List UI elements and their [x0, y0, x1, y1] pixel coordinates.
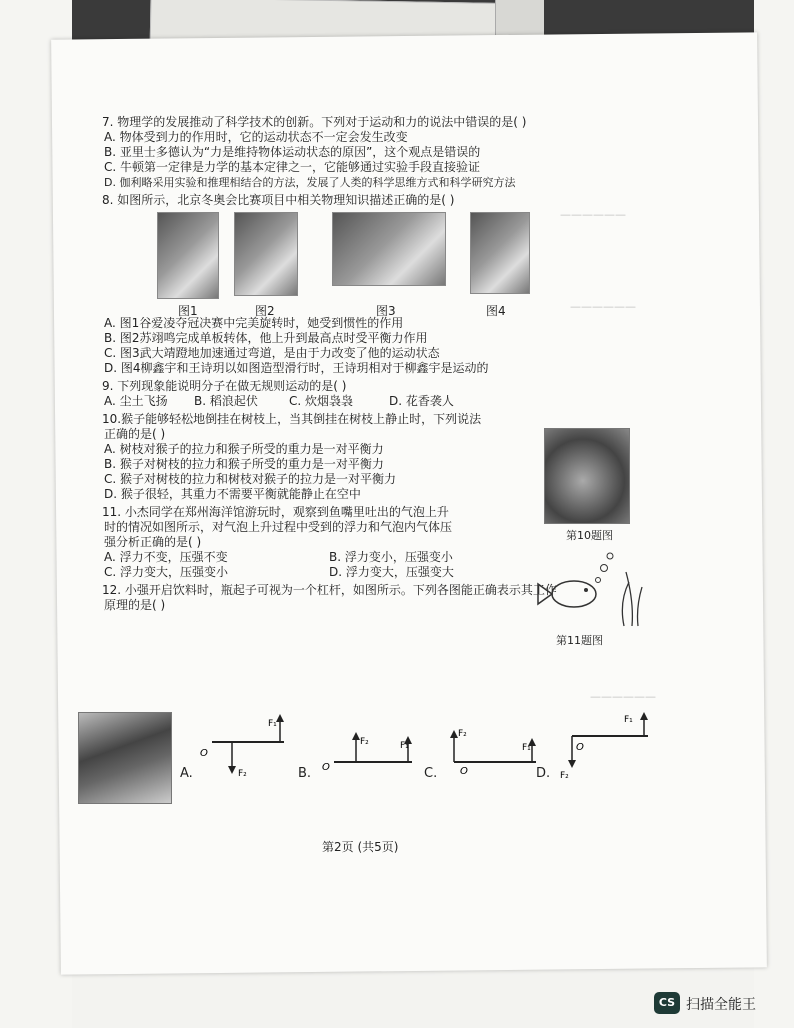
camscanner-logo-icon: CS	[654, 992, 680, 1014]
q11-option-c: C. 浮力变大，压强变小	[104, 565, 229, 579]
figure-4-photo	[470, 212, 530, 294]
q9-option-b: B. 稻浪起伏	[194, 394, 258, 408]
q10-stem-line1: 10.猴子能够轻松地倒挂在树枝上，当其倒挂在树枝上静止时，下列说法	[102, 412, 482, 426]
fish-bubble-figure	[534, 552, 644, 627]
lever-b-f1-label: F₁	[400, 741, 409, 751]
lever-d-option: D.	[536, 766, 551, 781]
lever-a-f2-label: F₂	[238, 769, 247, 779]
q9-option-d: D. 花香袭人	[389, 394, 454, 408]
q7-option-b: B. 亚里士多德认为“力是维持物体运动状态的原因”，这个观点是错误的	[104, 145, 481, 159]
q8-option-d: D. 图4柳鑫宇和王诗玥以如图造型滑行时，王诗玥相对于柳鑫宇是运动的	[104, 361, 489, 375]
figure-1-photo	[157, 212, 219, 299]
monkey-figure	[544, 428, 630, 524]
q7-option-a: A. 物体受到力的作用时，它的运动状态不一定会发生改变	[104, 130, 408, 144]
q8-option-c: C. 图3武大靖蹬地加速通过弯道，是由于力改变了他的运动状态	[104, 346, 440, 360]
lever-diagram-a	[196, 712, 288, 784]
lever-diagram-c	[442, 712, 542, 784]
q11-stem-line2: 时的情况如图所示，对气泡上升过程中受到的浮力和气泡内气体压	[104, 520, 453, 534]
q7-option-d: D. 伽利略采用实验和推理相结合的方法，发展了人类的科学思维方式和科学研究方法	[104, 176, 516, 189]
q9-option-a: A. 尘土飞扬	[104, 394, 168, 408]
q11-option-b: B. 浮力变小，压强变小	[329, 550, 453, 564]
lever-b-o-label: O	[322, 762, 330, 773]
figure-2-caption: 图2	[255, 304, 275, 318]
figure-3-photo	[332, 212, 446, 286]
q9-option-c: C. 炊烟袅袅	[289, 394, 354, 408]
lever-c-f1-label: F₁	[522, 743, 531, 753]
lever-d-o-label: O	[576, 742, 584, 753]
lever-a-o-label: O	[200, 748, 208, 759]
q11-stem-line1: 11. 小杰同学在郑州海洋馆游玩时，观察到鱼嘴里吐出的气泡上升	[102, 505, 449, 519]
q10-figure-caption: 第10题图	[566, 529, 613, 542]
lever-a-option: A.	[180, 766, 193, 781]
lever-diagram-d	[556, 712, 652, 784]
page-footer: 第2页 (共5页)	[322, 840, 399, 854]
figure-1-caption: 图1	[178, 304, 198, 318]
q11-option-a: A. 浮力不变，压强不变	[104, 550, 228, 564]
q10-option-a: A. 树枝对猴子的拉力和猴子所受的重力是一对平衡力	[104, 442, 384, 456]
lever-c-f2-label: F₂	[458, 729, 467, 739]
figure-2-photo	[234, 212, 298, 296]
q10-stem-line2: 正确的是( )	[104, 427, 166, 441]
lever-a-f1-label: F₁	[268, 719, 277, 729]
lever-b-f2-label: F₂	[360, 737, 369, 747]
q11-option-d: D. 浮力变大，压强变大	[329, 565, 454, 579]
q10-option-b: B. 猴子对树枝的拉力和猴子所受的重力是一对平衡力	[104, 457, 384, 471]
figure-4-caption: 图4	[486, 304, 506, 318]
q7-stem: 7. 物理学的发展推动了科学技术的创新。下列对于运动和力的说法中错误的是( )	[102, 115, 527, 129]
q9-options	[102, 394, 662, 409]
q7-option-c: C. 牛顿第一定律是力学的基本定律之一，它能够通过实验手段直接验证	[104, 160, 481, 174]
q8-figures	[102, 212, 662, 318]
lever-b-option: B.	[298, 766, 312, 781]
figure-3-caption: 图3	[376, 304, 396, 318]
lever-d-f1-label: F₁	[624, 715, 633, 725]
q9-stem: 9. 下列现象能说明分子在做无规则运动的是( )	[102, 379, 347, 393]
lever-diagram-b	[318, 712, 418, 784]
q8-stem: 8. 如图所示，北京冬奥会比赛项目中相关物理知识描述正确的是( )	[102, 193, 455, 207]
camscanner-watermark-text: 扫描全能王	[686, 997, 756, 1013]
q12-stem-line2: 原理的是( )	[104, 598, 166, 612]
lever-c-o-label: O	[460, 766, 468, 777]
q11-figure-caption: 第11题图	[556, 634, 603, 647]
q8-option-b: B. 图2苏翊鸣完成单板转体，他上升到最高点时受平衡力作用	[104, 331, 428, 345]
q8-option-a: A. 图1谷爱凌夺冠决赛中完美旋转时，她受到惯性的作用	[104, 316, 404, 330]
q10-option-c: C. 猴子对树枝的拉力和树枝对猴子的拉力是一对平衡力	[104, 472, 397, 486]
lever-c-option: C.	[424, 766, 438, 781]
lever-d-f2-label: F₂	[560, 771, 569, 781]
bottle-opener-photo	[78, 712, 172, 804]
q10-option-d: D. 猴子很轻，其重力不需要平衡就能静止在空中	[104, 487, 361, 501]
q12-stem-line1: 12. 小强开启饮料时，瓶起子可视为一个杠杆，如图所示。下列各图能正确表示其工作	[102, 583, 557, 597]
q11-stem-line3: 强分析正确的是( )	[104, 535, 202, 549]
